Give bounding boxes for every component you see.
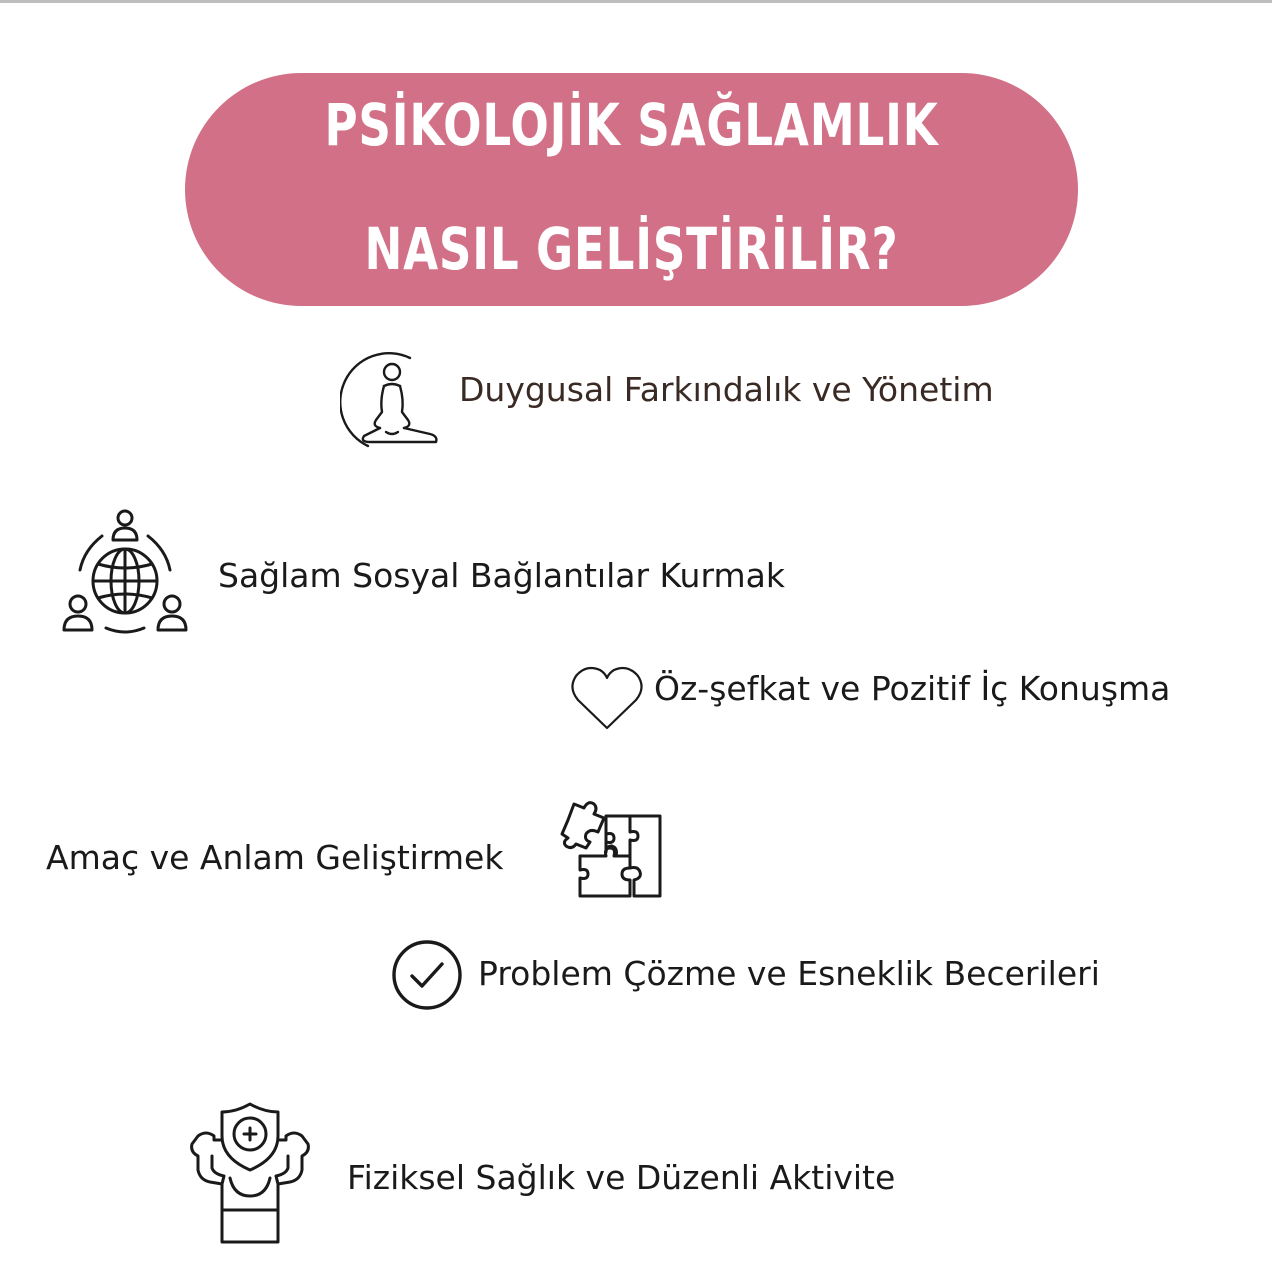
- title-banner: [185, 73, 1078, 306]
- title-line-2: NASIL GELİŞTİRİLİR?: [364, 215, 899, 283]
- puzzle-icon: [560, 796, 666, 900]
- item-emotional-awareness: Duygusal Farkındalık ve Yönetim: [459, 370, 994, 409]
- item-purpose-meaning: Amaç ve Anlam Geliştirmek: [46, 838, 504, 877]
- heart-icon: [570, 664, 644, 732]
- item-social-connections: Sağlam Sosyal Bağlantılar Kurmak: [218, 556, 785, 595]
- item-physical-health: Fiziksel Sağlık ve Düzenli Aktivite: [347, 1158, 896, 1197]
- title-line-1: PSİKOLOJİK SAĞLAMLIK: [324, 91, 939, 159]
- global-network-icon: [58, 506, 192, 636]
- strong-body-shield-icon: [186, 1100, 314, 1246]
- item-problem-solving: Problem Çözme ve Esneklik Becerileri: [478, 954, 1100, 993]
- top-divider: [0, 0, 1272, 3]
- check-circle-icon: [390, 938, 464, 1012]
- item-self-compassion: Öz-şefkat ve Pozitif İç Konuşma: [654, 669, 1171, 708]
- meditation-icon: [340, 350, 440, 454]
